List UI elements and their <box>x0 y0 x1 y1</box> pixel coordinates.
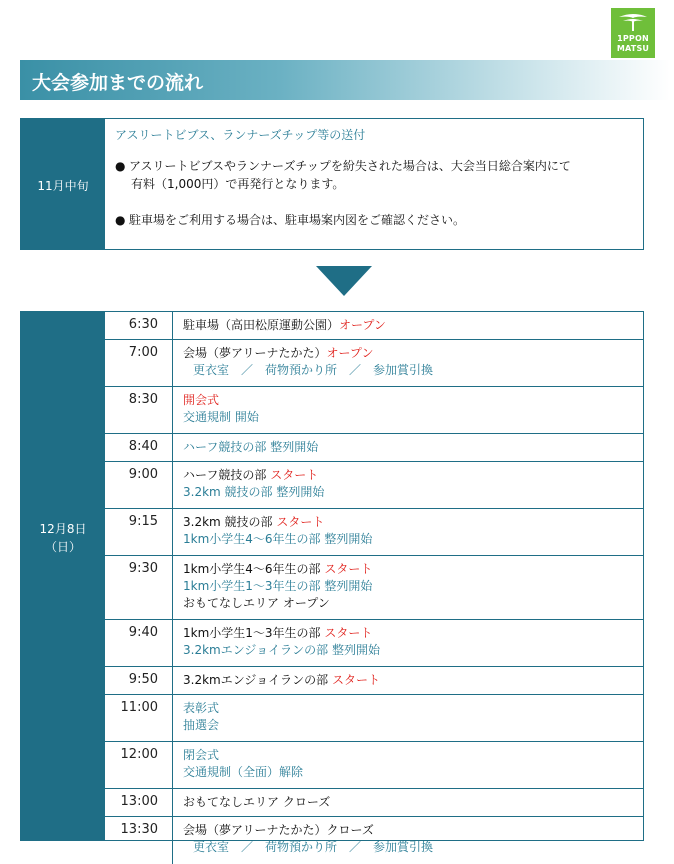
schedule-time: 7:00 <box>105 340 173 386</box>
schedule-event-line <box>183 484 324 501</box>
event-status-text: オープン <box>339 318 386 332</box>
schedule-event-line <box>183 531 372 548</box>
schedule-event-line <box>183 345 433 362</box>
schedule-row <box>105 556 643 620</box>
schedule-event <box>183 794 330 811</box>
schedule-event-line <box>183 578 372 595</box>
schedule-time: 9:30 <box>105 556 173 619</box>
schedule-event-line <box>183 467 324 484</box>
schedule-row <box>105 340 643 387</box>
event-status-text: オープン <box>326 346 374 360</box>
schedule-event-line <box>183 839 433 856</box>
schedule-event-line <box>183 764 303 781</box>
event-text: おもてなしエリア クローズ <box>183 795 331 809</box>
page-title: 大会参加までの流れ <box>32 72 204 94</box>
event-text: 閉会式 <box>183 748 220 762</box>
down-arrow-icon <box>316 266 372 296</box>
pre-event-box <box>20 118 644 250</box>
event-text: 交通規制（全面）解除 <box>183 765 304 779</box>
schedule-row <box>105 667 643 695</box>
schedule-row <box>105 434 643 462</box>
schedule-event-line <box>183 822 433 839</box>
event-text: 抽選会 <box>183 718 220 732</box>
event-text: 交通規制 開始 <box>183 410 259 424</box>
event-text: 3.2kmエンジョイランの部 <box>183 673 332 687</box>
schedule-row <box>105 312 643 340</box>
schedule-event <box>183 747 303 781</box>
schedule-row <box>105 462 643 509</box>
bullet-text-line: アスリートビブスやランナーズチップを紛失された場合は、大会当日総合案内にて <box>129 159 571 173</box>
event-text: おもてなしエリア オープン <box>183 596 330 610</box>
schedule-event-line <box>183 794 330 811</box>
pine-tree-icon <box>611 11 655 31</box>
schedule-event-line <box>183 672 380 689</box>
schedule-table <box>20 311 644 854</box>
schedule-row <box>105 509 643 556</box>
schedule-row <box>105 620 643 667</box>
schedule-time: 9:15 <box>105 509 173 555</box>
event-text: 1km小学生4～6年生の部 整列開始 <box>183 532 373 546</box>
event-status-text: スタート <box>270 468 319 482</box>
schedule-row <box>105 387 643 434</box>
schedule-event-line <box>183 717 219 734</box>
bullet-text-line: 駐車場をご利用する場合は、駐車場案内図をご確認ください。 <box>129 213 466 227</box>
schedule-event-line <box>183 747 303 764</box>
schedule-event-line <box>183 409 259 426</box>
schedule-row <box>105 817 643 864</box>
schedule-event-line <box>183 642 380 659</box>
event-text: 1km小学生1～3年生の部 整列開始 <box>183 579 373 593</box>
schedule-time: 9:50 <box>105 667 173 694</box>
schedule-time: 13:00 <box>105 789 173 816</box>
event-text: 表彰式 <box>183 701 220 715</box>
schedule-row <box>105 695 643 742</box>
schedule-event <box>183 672 380 689</box>
event-text: 会場（夢アリーナたかた） <box>183 346 327 360</box>
schedule-event-line <box>183 561 372 578</box>
event-text: 3.2km 競技の部 <box>183 515 277 529</box>
event-text: ハーフ競技の部 <box>183 468 271 482</box>
schedule-weekday: （日） <box>44 540 81 554</box>
event-text: 更衣室 ／ 荷物預かり所 ／ 参加賞引換 <box>193 840 434 854</box>
schedule-event <box>183 317 386 334</box>
schedule-event-line <box>183 625 380 642</box>
schedule-event-line <box>183 595 372 612</box>
event-text: ハーフ競技の部 整列開始 <box>183 440 319 454</box>
schedule-time: 6:30 <box>105 312 173 339</box>
logo-line-2: MATSU <box>616 44 650 53</box>
schedule-event <box>183 700 219 734</box>
schedule-date: 12月8日 <box>39 522 87 536</box>
schedule-time: 9:40 <box>105 620 173 666</box>
section-title-bar <box>20 60 670 100</box>
schedule-time: 13:30 <box>105 817 173 864</box>
event-text: 1km小学生4～6年生の部 <box>183 562 325 576</box>
schedule-time: 8:40 <box>105 434 173 461</box>
schedule-row <box>105 789 643 817</box>
schedule-event-line <box>183 317 386 334</box>
event-status-text: 開会式 <box>183 393 220 407</box>
bullet-icon: ● <box>115 159 126 173</box>
schedule-event <box>183 625 380 659</box>
event-text: 3.2km 競技の部 整列開始 <box>183 485 325 499</box>
schedule-event <box>183 467 324 501</box>
event-text: 3.2kmエンジョイランの部 整列開始 <box>183 643 380 657</box>
schedule-event <box>183 392 259 426</box>
schedule-event <box>183 561 372 612</box>
schedule-time: 11:00 <box>105 695 173 741</box>
schedule-date-cell <box>21 312 105 840</box>
schedule-event-line <box>183 392 259 409</box>
event-text: 1km小学生1～3年生の部 <box>183 626 325 640</box>
schedule-event-line <box>183 700 219 717</box>
schedule-event-line <box>183 514 372 531</box>
logo <box>611 8 655 58</box>
event-text: 更衣室 ／ 荷物預かり所 ／ 参加賞引換 <box>193 363 434 377</box>
pre-event-period-cell <box>21 119 105 249</box>
schedule-row <box>105 742 643 789</box>
event-status-text: スタート <box>276 515 325 529</box>
schedule-time: 12:00 <box>105 742 173 788</box>
schedule-event <box>183 514 372 548</box>
schedule-event <box>183 345 433 379</box>
event-text: 駐車場（高田松原運動公園） <box>183 318 340 332</box>
event-status-text: スタート <box>324 562 373 576</box>
event-status-text: スタート <box>332 673 381 687</box>
pre-event-bullet <box>115 211 465 229</box>
schedule-time: 9:00 <box>105 462 173 508</box>
logo-line-1: 1PPON <box>617 34 649 43</box>
pre-event-period: 11月中旬 <box>37 179 89 193</box>
pre-event-subtitle: アスリートビブス、ランナーズチップ等の送付 <box>115 128 366 142</box>
event-status-text: スタート <box>324 626 373 640</box>
bullet-icon: ● <box>115 213 126 227</box>
schedule-event <box>183 439 318 456</box>
pre-event-bullet <box>115 157 571 193</box>
schedule-event-line <box>183 362 433 379</box>
schedule-event <box>183 822 433 856</box>
bullet-text-line: 有料（1,000円）で再発行となります。 <box>131 177 345 191</box>
schedule-event-line <box>183 439 318 456</box>
event-text: 会場（夢アリーナたかた）クローズ <box>183 823 374 837</box>
schedule-time: 8:30 <box>105 387 173 433</box>
